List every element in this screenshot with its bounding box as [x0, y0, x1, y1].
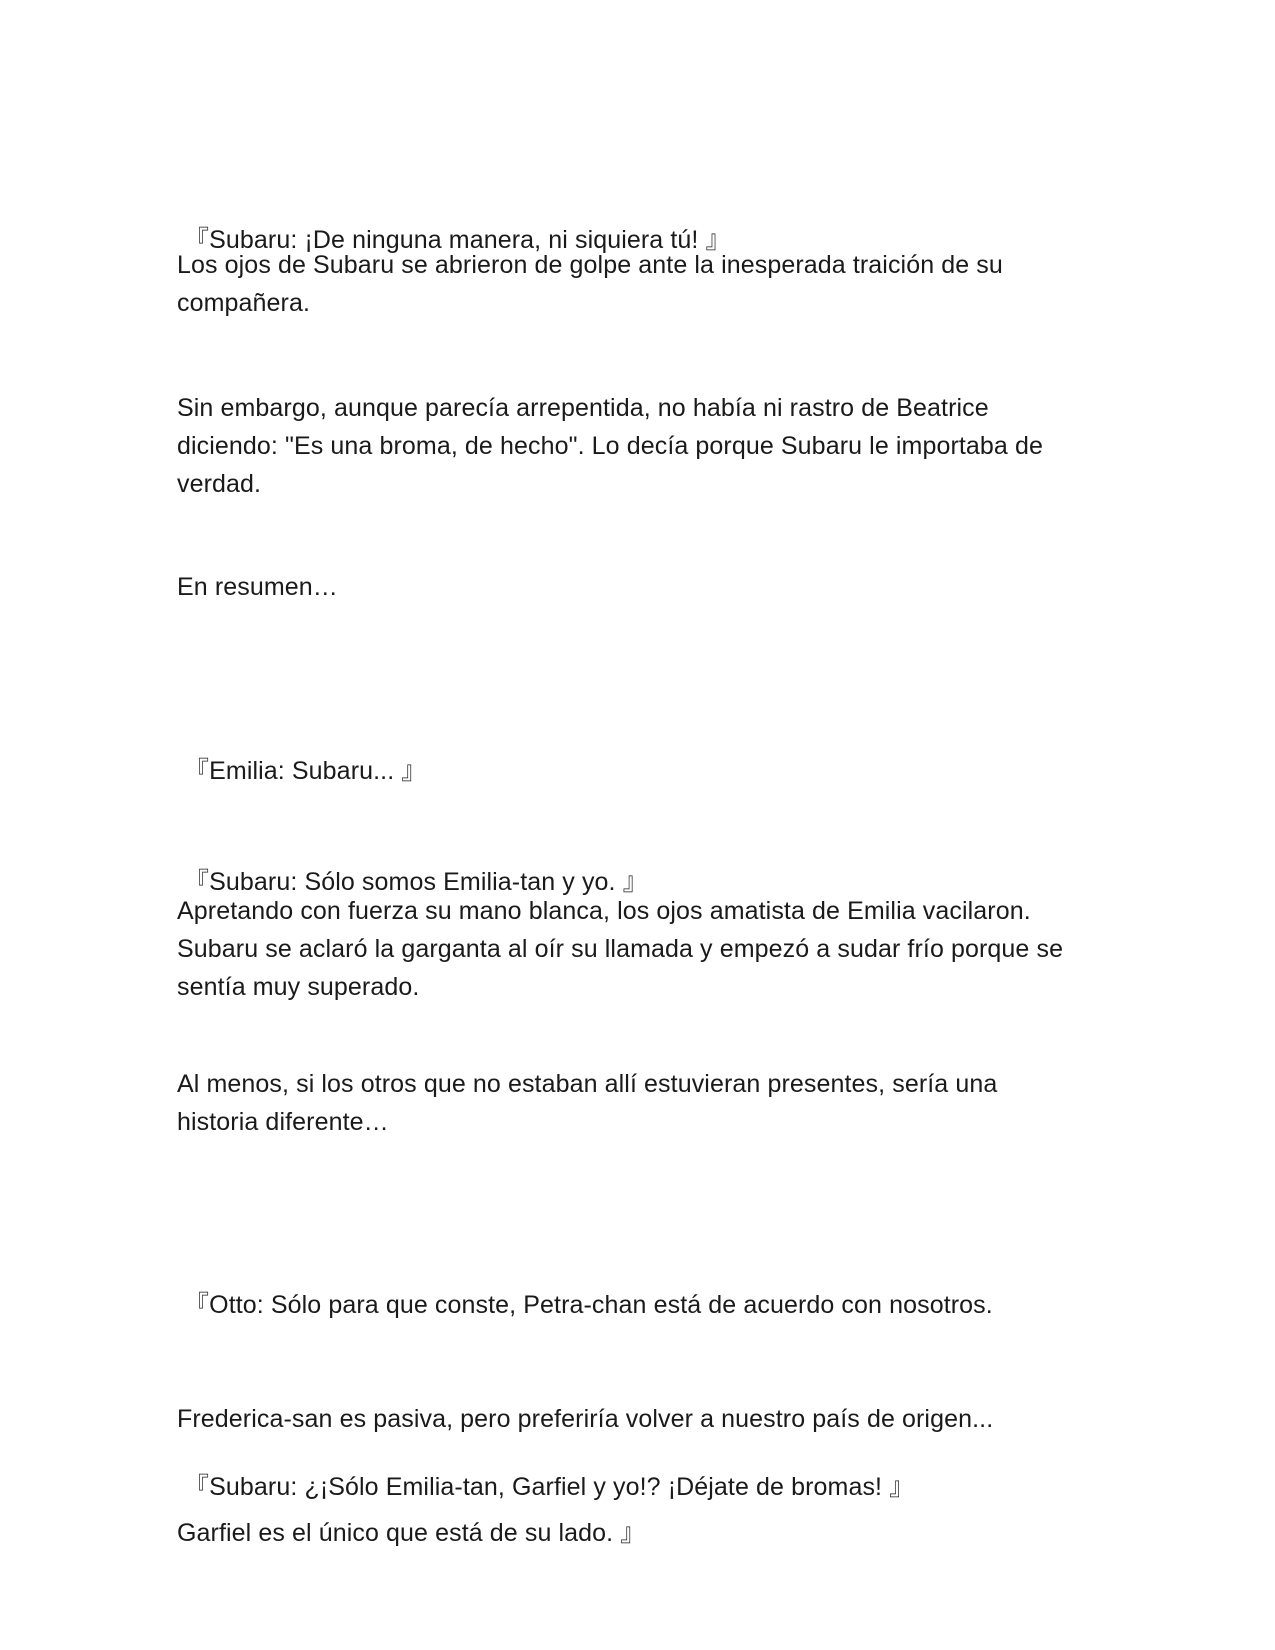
text-line: 『Subaru: ¡De ninguna manera, ni siquiera tú! 』	[177, 226, 731, 254]
text-line: Los ojos de Subaru se abrieron de golpe ante la inesperada traición de su	[177, 251, 1003, 279]
narration-paragraph	[177, 568, 1117, 606]
narration-paragraph	[177, 1065, 1117, 1141]
text-line: 『Otto: Sólo para que conste, Petra-chan está de acuerdo con nosotros.	[177, 1291, 993, 1319]
text-line: historia diferente…	[177, 1108, 389, 1136]
text-line: 『Subaru: ¿¡Sólo Emilia-tan, Garfiel y yo!? ¡Déjate de bromas! 』	[177, 1473, 915, 1501]
narration-paragraph	[177, 246, 1117, 322]
narration-paragraph	[177, 389, 1117, 503]
text-line: En resumen…	[177, 573, 338, 601]
text-line: 『Emilia: Subaru... 』	[177, 757, 427, 785]
text-line: Garfiel es el único que está de su lado. 』	[177, 1519, 646, 1547]
text-line: verdad.	[177, 470, 262, 498]
text-line: Subaru se aclaró la garganta al oír su llamada y empezó a sudar frío porque se	[177, 935, 1064, 963]
text-line: Sin embargo, aunque parecía arrepentida, no había ni rastro de Beatrice	[177, 394, 989, 422]
narration-paragraph	[177, 892, 1117, 1006]
text-line: sentía muy superado.	[177, 973, 420, 1001]
text-line: diciendo: "Es una broma, de hecho". Lo decía porque Subaru le importaba de	[177, 432, 1043, 460]
text-line: compañera.	[177, 289, 311, 317]
text-line: Al menos, si los otros que no estaban allí estuvieran presentes, sería una	[177, 1070, 998, 1098]
dialog-paragraph	[177, 1392, 1117, 1582]
text-line: Frederica-san es pasiva, pero preferiría volver a nuestro país de origen...	[177, 1405, 994, 1433]
text-line: Apretando con fuerza su mano blanca, los ojos amatista de Emilia vacilaron.	[177, 897, 1031, 925]
text-line: 『Subaru: Sólo somos Emilia-tan y yo. 』	[177, 868, 648, 896]
